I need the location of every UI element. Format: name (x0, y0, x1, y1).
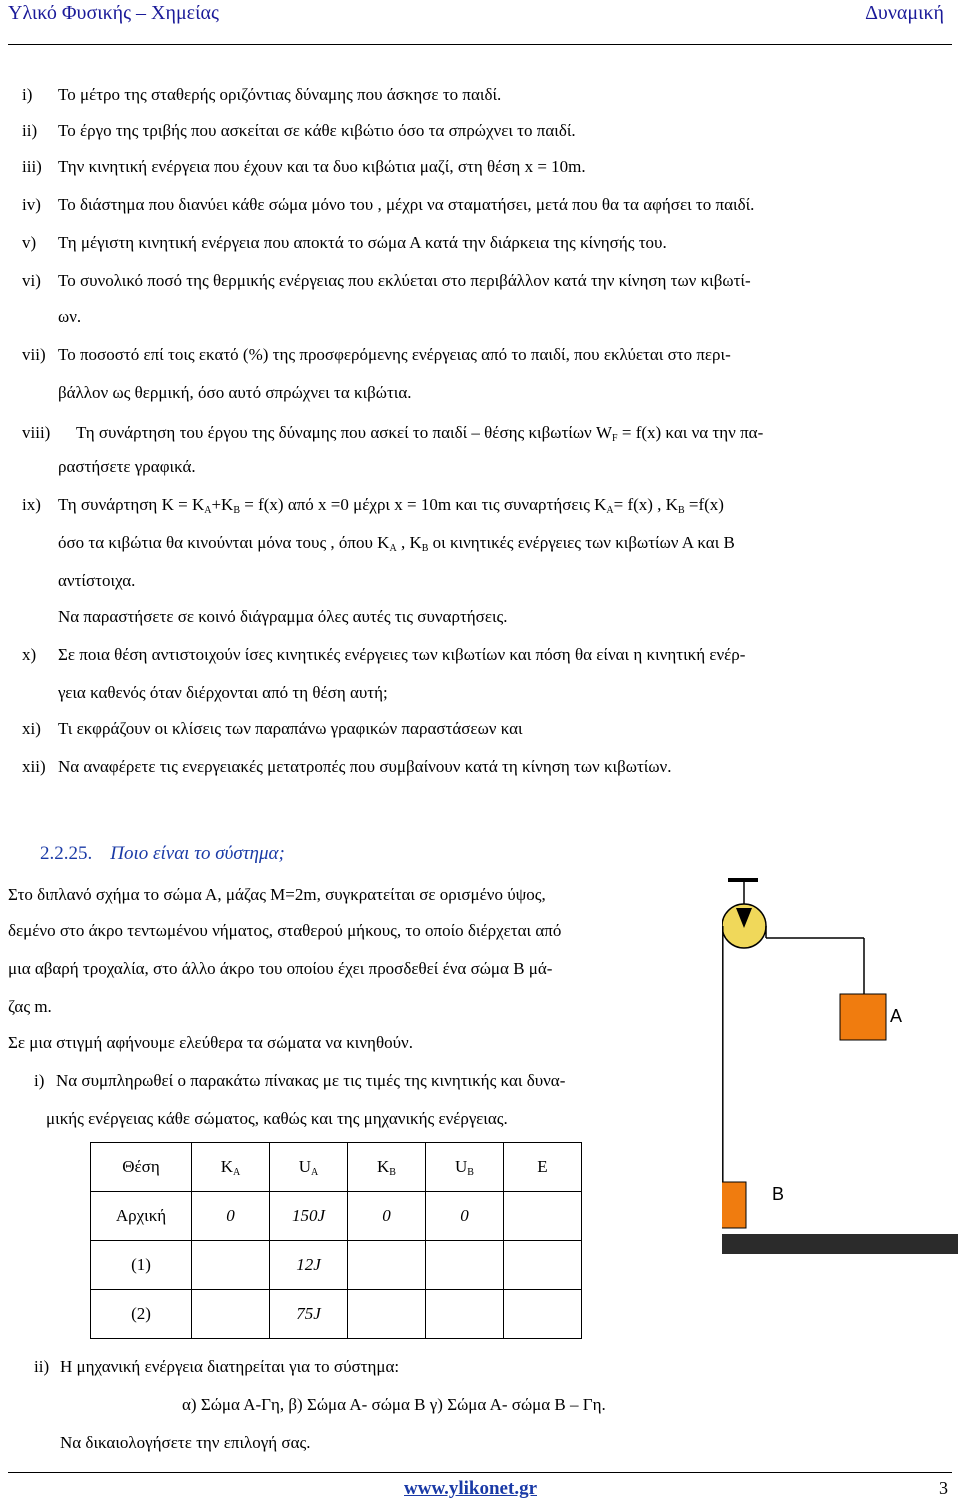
question-text: Τη μέγιστη κινητική ενέργεια που αποκτά το σώμα Α κατά την διάρκεια της κίνησής του. (58, 233, 667, 252)
intro-line: μια αβαρή τροχαλία, στο άλλο άκρο του οποίου έχει προσδεθεί ένα σώμα Β μά- (8, 959, 553, 978)
task-text: Να συμπληρωθεί ο παρακάτω πίνακας με τις τιμές της κινητικής και δυνα- (56, 1071, 566, 1090)
task-text-continued: μικής ενέργειας κάθε σώματος, καθώς και της μηχανικής ενέργειας. (46, 1109, 508, 1128)
table-cell: (2) (91, 1290, 192, 1339)
question-text: Τη συνάρτηση $K = K_A+K_B = f(x)$ από x =0 μέχρι x = 10m και τις συναρτήσεις $K_A= f(x)$ , $K_B =f(x)$ (58, 495, 724, 516)
footer-rule (8, 1472, 952, 1473)
ceiling-support (728, 878, 758, 882)
body-b-label: Β (772, 1184, 785, 1204)
table-cell: 0 (426, 1192, 504, 1241)
table-cell (504, 1290, 582, 1339)
question-text-continued: βάλλον ως θερμική, όσο αυτό σπρώχνει τα κιβώτια. (58, 383, 412, 402)
table-row (91, 1241, 582, 1290)
question-number: vii) (22, 345, 46, 364)
task-options: α) Σώμα Α-Γη, β) Σώμα Α- σώμα Β γ) Σώμα Α- σώμα Β – Γη. (182, 1395, 606, 1414)
question-text-continued: Να παραστήσετε σε κοινό διάγραμμα όλες αυτές τις συναρτήσεις. (58, 607, 508, 626)
body-a-label: Α (890, 1006, 903, 1026)
task-number: ii) (34, 1357, 50, 1376)
table-cell (348, 1290, 426, 1339)
table-header: $U_B$ (426, 1143, 504, 1192)
question-text-continued: αντίστοιχα. (58, 571, 136, 590)
table-cell (504, 1241, 582, 1290)
energy-table (90, 1142, 582, 1339)
section-number: 2.2.25. (40, 843, 93, 864)
question-text: Να αναφέρετε τις ενεργειακές μετατροπές που συμβαίνουν κατά τη κίνηση των κιβωτίων. (58, 757, 672, 776)
table-header: $K_B$ (348, 1143, 426, 1192)
question-text: Τη συνάρτηση του έργου της δύναμης που ασκεί το παιδί – θέσης κιβωτίων $W_F = f(x)$ και να την πα- (76, 423, 764, 444)
question-number: xii) (22, 757, 46, 776)
table-cell: Αρχική (91, 1192, 192, 1241)
table-cell: 75J (270, 1290, 348, 1339)
page-number: 3 (939, 1478, 948, 1498)
question-number: iii) (22, 157, 42, 176)
header-subject: Υλικό Φυσικής – Χημείας (8, 2, 219, 24)
table-cell: 0 (348, 1192, 426, 1241)
table-cell (426, 1290, 504, 1339)
table-header: Θέση (91, 1143, 192, 1192)
ground-bar (722, 1234, 958, 1254)
question-number: ix) (22, 495, 41, 514)
table-header: E (504, 1143, 582, 1192)
task-text: Η μηχανική ενέργεια διατηρείται για το σύστημα: (60, 1357, 400, 1376)
question-text: Το μέτρο της σταθερής οριζόντιας δύναμης που άσκησε το παιδί. (58, 85, 502, 104)
question-text-continued: ων. (58, 307, 82, 326)
question-number: x) (22, 645, 37, 664)
table-cell (348, 1241, 426, 1290)
question-text-continued: όσο τα κιβώτια θα κινούνται μόνα τους , όπου $K_A$ , $K_B$ οι κινητικές ενέργειες των κιβωτίων Α και Β (58, 533, 735, 554)
intro-line: Στο διπλανό σχήμα το σώμα Α, μάζας Μ=2m, συγκρατείται σε ορισμένο ύψος, (8, 885, 546, 904)
intro-line: δεμένο στο άκρο τεντωμένου νήματος, σταθερού μήκους, το οποίο διέρχεται από (8, 921, 562, 940)
header-chapter: Δυναμική (865, 2, 944, 24)
question-text: Τι εκφράζουν οι κλίσεις των παραπάνω γραφικών παραστάσεων και (58, 719, 523, 738)
table-row (91, 1290, 582, 1339)
table-header: $K_A$ (192, 1143, 270, 1192)
table-header-row (91, 1143, 582, 1192)
section-title (40, 843, 285, 865)
question-number: v) (22, 233, 37, 252)
intro-line: Σε μια στιγμή αφήνουμε ελεύθερα τα σώματα να κινηθούν. (8, 1033, 413, 1052)
question-text-continued: ραστήσετε γραφικά. (58, 457, 196, 476)
body-b (722, 1182, 746, 1228)
pulley-system-figure (722, 878, 958, 1276)
question-text-continued: γεια καθενός όταν διέρχονται από τη θέση αυτή; (58, 683, 388, 702)
question-number: iv) (22, 195, 41, 214)
question-text: Το έργο της τριβής που ασκείται σε κάθε κιβώτιο όσο τα σπρώχνει το παιδί. (58, 121, 576, 140)
table-row (91, 1192, 582, 1241)
table-cell (192, 1241, 270, 1290)
question-text: Το διάστημα που διανύει κάθε σώμα μόνο του , μέχρι να σταματήσει, μετά που θα τα αφήσει το παιδί. (58, 195, 755, 214)
question-text: Την κινητική ενέργεια που έχουν και τα δυο κιβώτια μαζί, στη θέση x = 10m. (58, 157, 586, 176)
table-header: $U_A$ (270, 1143, 348, 1192)
question-number: vi) (22, 271, 41, 290)
table-cell: 0 (192, 1192, 270, 1241)
question-text: Σε ποια θέση αντιστοιχούν ίσες κινητικές ενέργειες των κιβωτίων και πόση θα είναι η κινητική ενέρ- (58, 645, 746, 664)
table-cell (192, 1290, 270, 1339)
question-number: ii) (22, 121, 38, 140)
question-number: xi) (22, 719, 41, 738)
question-text: Το ποσοστό επί τοις εκατό (%) της προσφερόμενης ενέργειας από το παιδί, που εκλύεται στο περι- (58, 345, 731, 364)
table-cell: (1) (91, 1241, 192, 1290)
question-text: Το συνολικό ποσό της θερμικής ενέργειας που εκλύεται στο περιβάλλον κατά την κίνηση των κιβωτί- (58, 271, 751, 290)
table-cell (426, 1241, 504, 1290)
header-rule (8, 44, 952, 45)
body-a (840, 994, 886, 1040)
table-cell: 150J (270, 1192, 348, 1241)
intro-line: ζας m. (8, 997, 52, 1016)
question-number: viii) (22, 423, 51, 442)
task-text-continued: Να δικαιολογήσετε την επιλογή σας. (60, 1433, 311, 1452)
task-number: i) (34, 1071, 45, 1090)
table-cell (504, 1192, 582, 1241)
question-number: i) (22, 85, 33, 104)
table-cell: 12J (270, 1241, 348, 1290)
footer-site-link[interactable]: www.ylikonet.gr (404, 1478, 537, 1499)
section-heading: Ποιο είναι το σύστημα; (110, 843, 285, 864)
